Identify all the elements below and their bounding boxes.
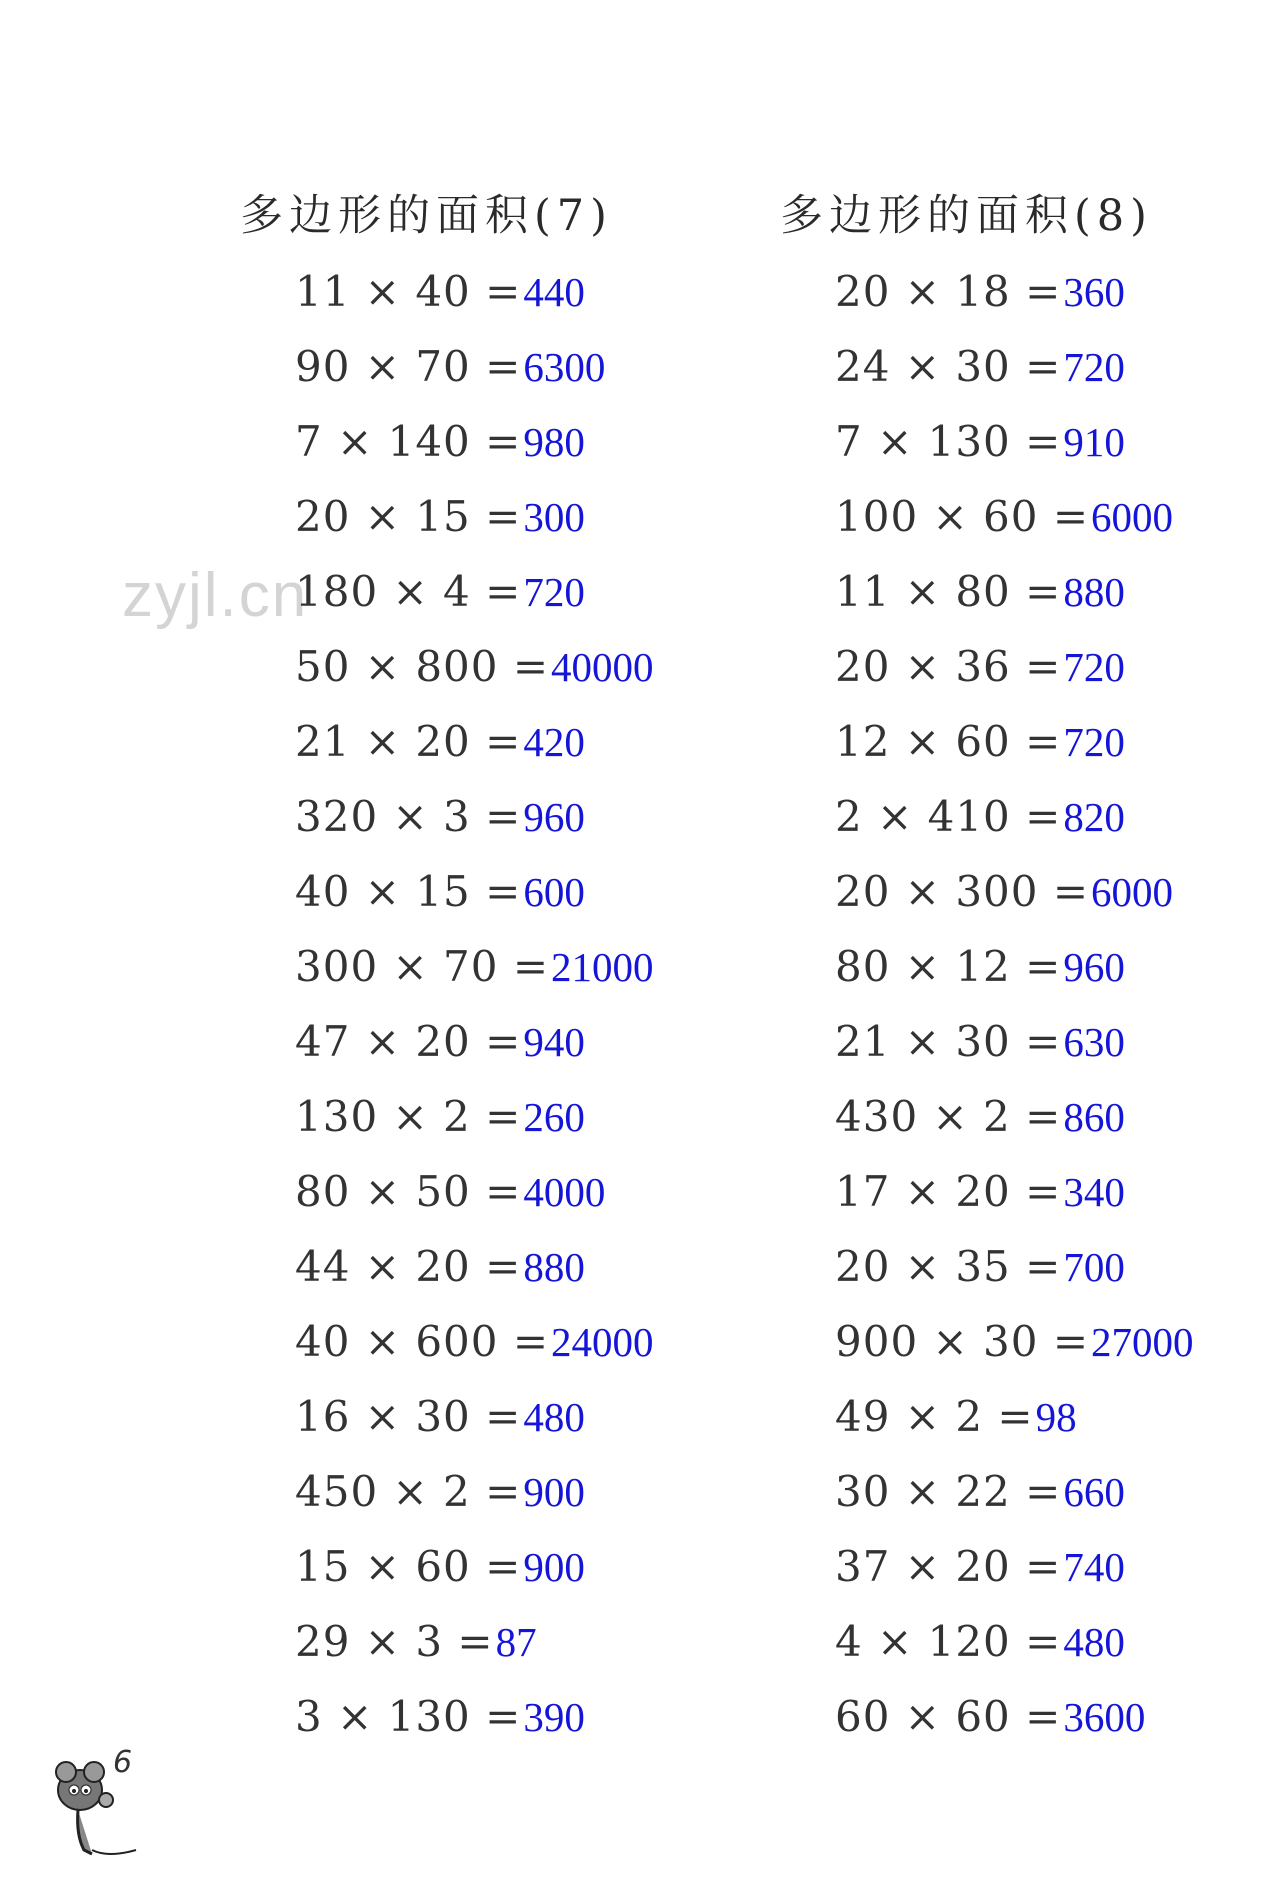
equation-row [295,1454,654,1529]
equation-row [295,704,654,779]
equation-answer: 4000 [523,1169,606,1215]
equation-answer: 3600 [1063,1694,1146,1740]
equation-row [835,1004,1194,1079]
equation-answer: 480 [1063,1619,1125,1665]
left-rows [295,254,654,1754]
equation-expression: 21 × 20 = [295,717,522,766]
equation-expression: 2 × 410 = [835,792,1062,841]
equation-answer: 660 [1063,1469,1125,1515]
equation-row [295,1079,654,1154]
equation-expression: 300 × 70 = [295,942,550,991]
equation-answer: 880 [523,1244,585,1290]
equation-row [835,1079,1194,1154]
equation-answer: 940 [523,1019,585,1065]
equation-row [835,854,1194,929]
left-column-title: 多边形的面积(7) [240,191,613,241]
equation-row [295,929,654,1004]
page-number: 6 [113,1745,133,1780]
equation-row [835,1229,1194,1304]
equation-row [835,929,1194,1004]
equation-row [835,779,1194,854]
equation-answer: 24000 [551,1319,654,1365]
equation-answer: 420 [523,719,585,765]
equation-row [295,1304,654,1379]
equation-row [295,1229,654,1304]
equation-answer: 480 [523,1394,585,1440]
equation-answer: 900 [523,1469,585,1515]
equation-expression: 180 × 4 = [295,567,522,616]
equation-expression: 20 × 35 = [835,1242,1062,1291]
equation-row [835,554,1194,629]
equation-expression: 11 × 40 = [295,267,522,316]
equation-row [835,704,1194,779]
equation-row [295,554,654,629]
equation-expression: 20 × 15 = [295,492,522,541]
equation-expression: 40 × 600 = [295,1317,550,1366]
mouse-mascot-icon [48,1750,168,1870]
equation-expression: 29 × 3 = [295,1617,494,1666]
equation-expression: 20 × 18 = [835,267,1062,316]
watermark: zyjl.cn [122,561,309,630]
equation-row [295,1679,654,1754]
equation-row [295,629,654,704]
equation-expression: 24 × 30 = [835,342,1062,391]
equation-row [295,779,654,854]
equation-row [835,1679,1194,1754]
right-column [780,180,1194,1754]
equation-row [295,479,654,554]
equation-expression: 16 × 30 = [295,1392,522,1441]
equation-row [295,329,654,404]
equation-answer: 6000 [1091,494,1174,540]
equation-row [295,254,654,329]
equation-expression: 50 × 800 = [295,642,550,691]
equation-row [295,1529,654,1604]
equation-answer: 300 [523,494,585,540]
equation-answer: 40000 [551,644,654,690]
equation-answer: 6000 [1091,869,1174,915]
equation-answer: 860 [1063,1094,1125,1140]
right-rows [835,254,1194,1754]
right-column-title: 多边形的面积(8) [780,191,1153,241]
equation-expression: 20 × 300 = [835,867,1090,916]
equation-answer: 98 [1035,1394,1077,1440]
equation-row [295,404,654,479]
equation-expression: 450 × 2 = [295,1467,522,1516]
equation-expression: 100 × 60 = [835,492,1090,541]
equation-answer: 360 [1063,269,1125,315]
equation-row [835,479,1194,554]
equation-row [835,404,1194,479]
equation-row [835,1454,1194,1529]
equation-expression: 80 × 12 = [835,942,1062,991]
equation-answer: 720 [1063,719,1125,765]
equation-row [295,1379,654,1454]
equation-row [295,854,654,929]
equation-answer: 390 [523,1694,585,1740]
equation-row [835,1604,1194,1679]
equation-row [835,254,1194,329]
equation-answer: 340 [1063,1169,1125,1215]
equation-answer: 630 [1063,1019,1125,1065]
equation-answer: 960 [1063,944,1125,990]
equation-answer: 27000 [1091,1319,1194,1365]
equation-expression: 80 × 50 = [295,1167,522,1216]
equation-answer: 980 [523,419,585,465]
equation-expression: 7 × 130 = [835,417,1062,466]
equation-expression: 320 × 3 = [295,792,522,841]
equation-expression: 49 × 2 = [835,1392,1034,1441]
equation-answer: 600 [523,869,585,915]
left-column [240,180,654,1754]
equation-expression: 7 × 140 = [295,417,522,466]
equation-expression: 900 × 30 = [835,1317,1090,1366]
equation-answer: 87 [495,1619,537,1665]
equation-expression: 37 × 20 = [835,1542,1062,1591]
equation-row [835,1304,1194,1379]
equation-expression: 130 × 2 = [295,1092,522,1141]
equation-answer: 880 [1063,569,1125,615]
equation-expression: 11 × 80 = [835,567,1062,616]
equation-expression: 12 × 60 = [835,717,1062,766]
equation-answer: 900 [523,1544,585,1590]
equation-answer: 6300 [523,344,606,390]
equation-answer: 820 [1063,794,1125,840]
equation-answer: 720 [1063,644,1125,690]
equation-answer: 720 [1063,344,1125,390]
equation-expression: 40 × 15 = [295,867,522,916]
equation-expression: 430 × 2 = [835,1092,1062,1141]
equation-expression: 44 × 20 = [295,1242,522,1291]
equation-row [295,1604,654,1679]
equation-row [835,1529,1194,1604]
equation-expression: 60 × 60 = [835,1692,1062,1741]
equation-expression: 15 × 60 = [295,1542,522,1591]
equation-answer: 740 [1063,1544,1125,1590]
equation-expression: 30 × 22 = [835,1467,1062,1516]
equation-answer: 260 [523,1094,585,1140]
equation-row [835,629,1194,704]
equation-answer: 440 [523,269,585,315]
equation-answer: 910 [1063,419,1125,465]
equation-expression: 90 × 70 = [295,342,522,391]
equation-row [835,1154,1194,1229]
equation-row [835,1379,1194,1454]
equation-expression: 17 × 20 = [835,1167,1062,1216]
equation-answer: 700 [1063,1244,1125,1290]
equation-row [835,329,1194,404]
equation-expression: 47 × 20 = [295,1017,522,1066]
equation-answer: 960 [523,794,585,840]
equation-expression: 21 × 30 = [835,1017,1062,1066]
equation-expression: 20 × 36 = [835,642,1062,691]
equation-answer: 21000 [551,944,654,990]
equation-expression: 4 × 120 = [835,1617,1062,1666]
equation-row [295,1154,654,1229]
equation-answer: 720 [523,569,585,615]
equation-row [295,1004,654,1079]
equation-expression: 3 × 130 = [295,1692,522,1741]
